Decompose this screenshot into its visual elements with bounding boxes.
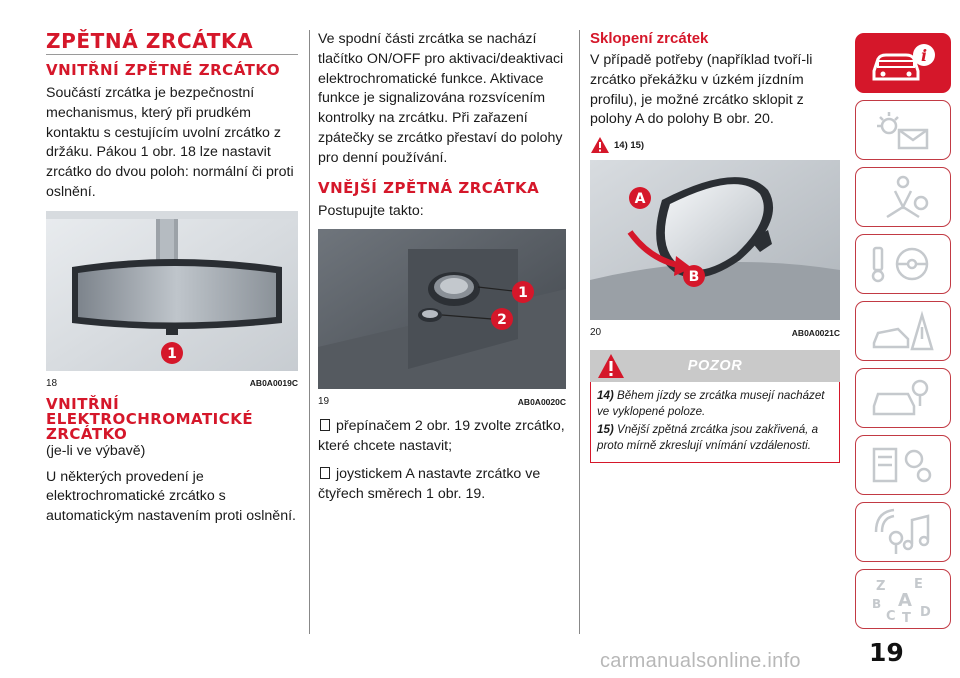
note-15 xyxy=(597,422,833,453)
figure-19-number: 19 xyxy=(318,396,330,408)
tab-index[interactable] xyxy=(855,569,951,629)
note-14-text: Během jízdy se zrcátka musejí nacházet ve vyklopené poloze. xyxy=(597,389,825,418)
heading-fold-mirrors: Sklopení zrcátek xyxy=(590,30,709,47)
figure-19 xyxy=(318,229,566,407)
note-15-number: 15) xyxy=(597,423,614,437)
callout-b-label: B xyxy=(688,269,700,286)
pozor-header xyxy=(590,350,840,382)
multimedia-icon xyxy=(868,508,938,556)
paragraph-electrochromic: U některých provedení je elektrochromatické zrcátko s automatickým nastavením proti oslnění. xyxy=(46,468,296,525)
bullet-text: přepínačem 2 obr. 19 zvolte zrcátko, které chcete nastavit; xyxy=(318,418,565,455)
pozor-body xyxy=(590,382,840,463)
tab-emergency[interactable] xyxy=(855,301,951,361)
callout-a-label: A xyxy=(634,191,646,208)
watermark: carmanualsonline.info xyxy=(600,650,801,672)
tab-technical-data[interactable] xyxy=(855,435,951,495)
tab-starting[interactable] xyxy=(855,234,951,294)
svg-text:B: B xyxy=(872,597,882,611)
key-steering-icon xyxy=(868,242,938,286)
tab-car-info[interactable] xyxy=(855,33,951,93)
figure-18-number: 18 xyxy=(46,377,58,389)
checkbox-icon xyxy=(320,419,330,431)
tab-lights[interactable] xyxy=(855,100,951,160)
callout-2-label: 2 xyxy=(497,312,507,329)
figure-18-code: AB0A0019C xyxy=(249,378,298,389)
note-15-text: Vnější zpětná zrcátka jsou zakřivená, a proto mírně zkreslují vnímání vzdálenosti. xyxy=(597,423,819,452)
column-divider-2 xyxy=(579,30,580,634)
folding-mirror-illustration xyxy=(590,160,840,320)
callout-1-label: 1 xyxy=(518,285,528,302)
mirror-switch-illustration xyxy=(318,229,566,389)
bullet-text: joystickem A nastavte zrcátko ve čtyřech směrech 1 obr. 19. xyxy=(318,465,541,502)
heading-electrochromic: VNITŘNÍ ELEKTROCHROMATICKÉ ZRCÁTKO xyxy=(46,394,254,443)
paragraph-inner-mirror: Součástí zrcátka je bezpečnostní mechanismus, který při prudkém kontaktu s cestujícím uvolní zrcátko z držáku. Pákou 1 obr. 18 lze nastavit zrcátko do dvou poloh: normální či proti oslnění. xyxy=(46,85,294,200)
column-1 xyxy=(46,30,298,535)
checkbox-icon xyxy=(320,467,330,479)
tab-multimedia[interactable] xyxy=(855,502,951,562)
tab-maintenance[interactable] xyxy=(855,368,951,428)
figure-18-caption xyxy=(46,376,298,389)
safety-icon xyxy=(873,173,933,221)
callout-1-label: 1 xyxy=(167,345,177,362)
subtitle-equipment: (je-li ve výbavě) xyxy=(46,442,146,459)
svg-text:D: D xyxy=(920,605,931,620)
svg-text:C: C xyxy=(886,609,896,624)
svg-text:i: i xyxy=(920,46,928,65)
figure-20-code: AB0A0021C xyxy=(791,327,840,338)
warning-triangle-icon xyxy=(596,352,626,380)
column-divider-1 xyxy=(309,30,310,634)
rearview-mirror-illustration xyxy=(46,211,298,371)
figure-20-caption xyxy=(590,325,840,338)
figure-19-code: AB0A0020C xyxy=(517,396,566,407)
heading-outer-mirrors: VNĚJŠÍ ZPĚTNÁ ZRCÁTKA xyxy=(318,178,540,197)
column-3 xyxy=(590,30,840,463)
note-14-number: 14) xyxy=(597,389,614,403)
figure-19-caption xyxy=(318,394,566,407)
svg-text:E: E xyxy=(914,577,923,592)
warning-car-icon xyxy=(868,309,938,353)
paragraph-onoff: Ve spodní části zrcátka se nachází tlačítko ON/OFF pro aktivaci/deaktivaci elektrochromatické funkce. Aktivace funkce je signalizována rozsvícením kontrolky na zrcátku. Při zařazení zpátečky se zrcátko přestaví do polohy pro denní používání. xyxy=(318,31,564,166)
note-14 xyxy=(597,388,833,419)
car-info-icon xyxy=(868,41,938,85)
svg-text:Z: Z xyxy=(876,579,886,594)
heading-inner-mirror: VNITŘNÍ ZPĚTNÉ ZRCÁTKO xyxy=(46,61,281,79)
note-references-text: 14) 15) xyxy=(614,139,645,151)
svg-text:T: T xyxy=(902,611,911,624)
title-rule xyxy=(46,54,298,55)
section-title: ZPĚTNÁ ZRCÁTKA xyxy=(46,29,254,53)
tab-safety[interactable] xyxy=(855,167,951,227)
gears-icon xyxy=(868,443,938,487)
warning-triangle-icon xyxy=(590,136,610,154)
figure-20-number: 20 xyxy=(590,327,602,339)
car-service-icon xyxy=(868,376,938,420)
svg-text:A: A xyxy=(898,590,912,611)
bullet-item xyxy=(318,465,566,505)
alphabet-index-icon xyxy=(868,574,938,624)
column-2 xyxy=(318,30,566,513)
figure-20 xyxy=(590,160,840,338)
bullet-item xyxy=(318,417,566,457)
page-number: 19 xyxy=(869,638,904,667)
pozor-title: POZOR xyxy=(687,358,743,375)
figure-18 xyxy=(46,211,298,389)
lights-icon xyxy=(873,108,933,152)
paragraph-procedure: Postupujte takto: xyxy=(318,202,424,219)
paragraph-fold: V případě potřeby (například tvoří-li zrcátko překážku v úzkém jízdním profilu), je možné zrcátko sklopit z polohy A do polohy B obr. 20. xyxy=(590,52,813,128)
note-references xyxy=(590,136,840,154)
